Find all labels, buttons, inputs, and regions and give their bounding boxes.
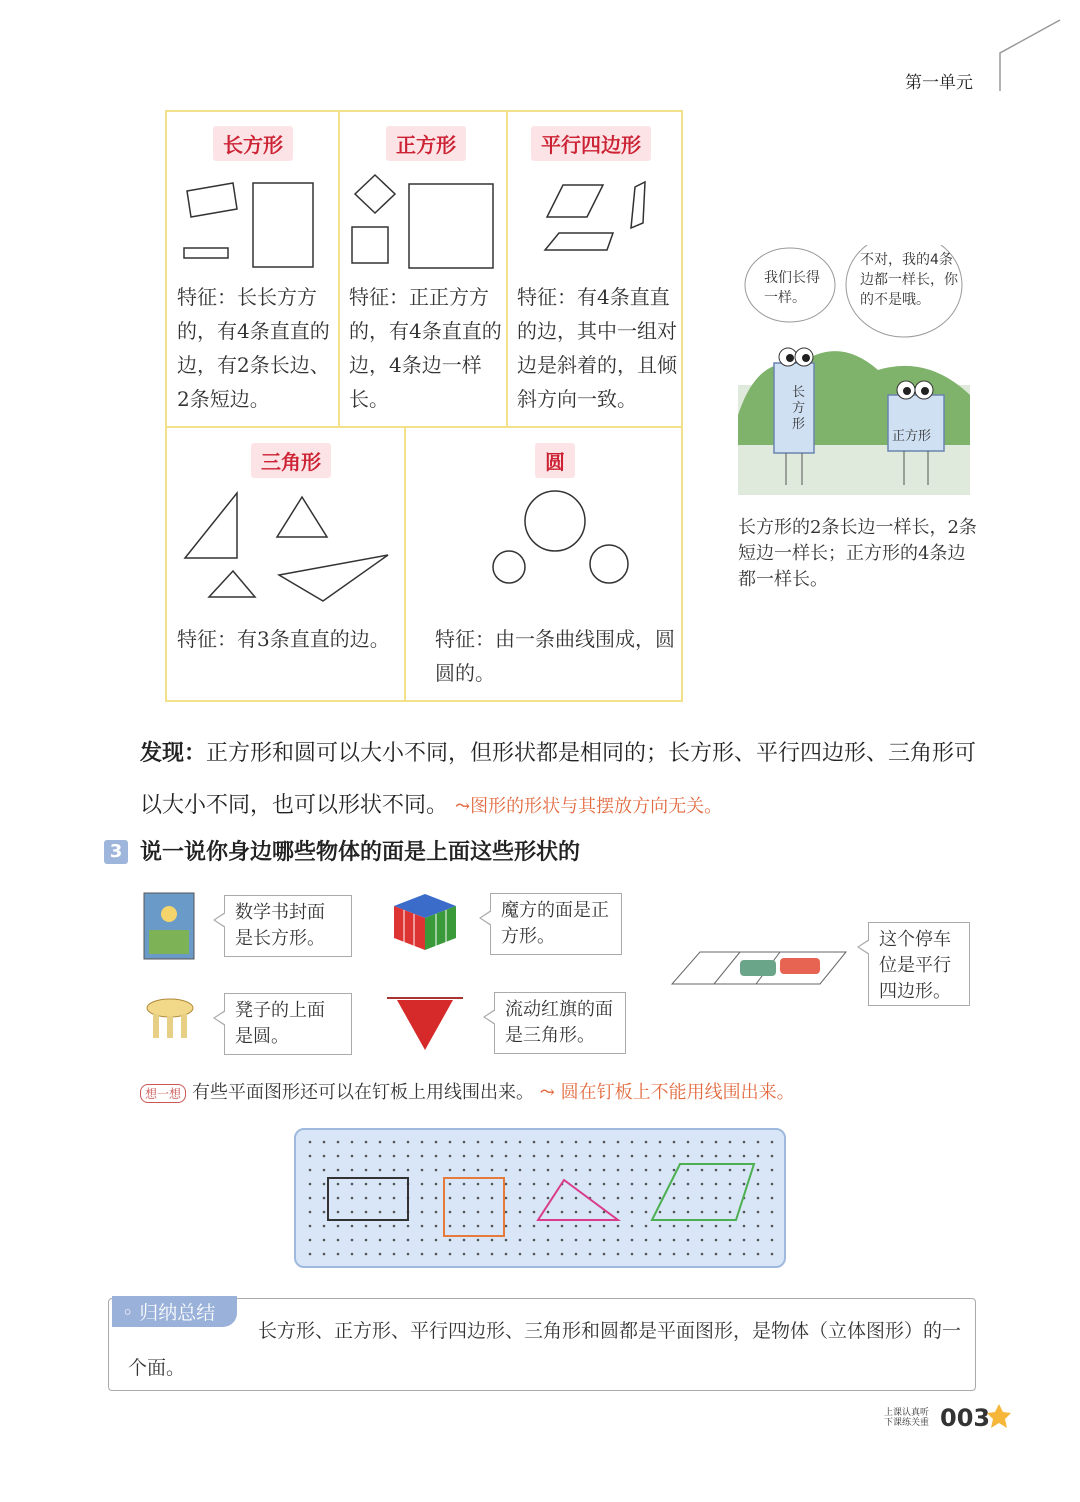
shapes-table [165,110,683,702]
pegboard-triangle [538,1180,618,1220]
square-tag: 正方形 [386,126,466,161]
bubble-stool: 凳子的上面是圆。 [224,993,352,1055]
math-book-icon [143,892,195,960]
rectangle-character-label: 长方形 [792,385,806,432]
footer-slogan: 上课认真听 下课练关重 [884,1408,930,1428]
rectangle-figures [181,177,321,277]
think-note-arrow-icon: ⤳ [539,1082,555,1103]
bubble-math-book: 数学书封面是长方形。 [224,895,352,957]
bubble-red-pennant: 流动红旗的面是三角形。 [494,992,626,1054]
section-number: 3 [104,840,128,864]
pegboard-figures [296,1130,784,1266]
summary-text: 长方形、正方形、平行四边形、三角形和圆都是平面图形，是物体（立体图形）的一个面。 [128,1320,962,1379]
red-pennant-icon [385,992,465,1054]
bubble-parking-space: 这个停车位是平行四边形。 [868,922,970,1006]
triangle-tag: 三角形 [251,443,331,478]
think-note: 圆在钉板上不能用线围出来。 [560,1082,795,1103]
summary-title: ◦ 归纳总结 [112,1296,237,1327]
rectangle-tag: 长方形 [213,126,293,161]
finding-note-arrow-icon: ⤳ [455,796,471,817]
finding-label: 发现： [140,741,207,766]
think-line [140,1078,795,1104]
bubble-right-text: 不对，我的4条边都一样长，你的不是哦。 [860,252,958,308]
bubble-rubiks-cube: 魔方的面是正方形。 [490,893,622,955]
rectangle-feature: 特征：长长方方的，有4条直直的边，有2条长边、2条短边。 [177,285,330,411]
think-tag: 想一想 [140,1084,186,1103]
pegboard-square [444,1178,504,1236]
stool-icon [145,998,195,1042]
parallelogram-tag: 平行四边形 [531,126,651,161]
square-figures [347,172,497,272]
pegboard [294,1128,786,1268]
parallelogram-figures [537,177,677,257]
circle-tag: 圆 [535,443,575,478]
triangle-feature: 特征：有3条直直的边。 [177,627,390,651]
rubiks-cube-icon [392,892,458,952]
page-number: 003 [940,1404,991,1432]
circle-figures [482,487,642,592]
section-title: 说一说你身边哪些物体的面是上面这些形状的 [140,840,581,865]
bubble-left-text: 我们长得一样。 [764,270,820,306]
finding-paragraph [140,728,990,833]
think-text: 有些平面图形还可以在钉板上用线围出来。 [192,1082,535,1103]
finding-note: 图形的形状与其摆放方向无关。 [470,796,723,817]
cartoon-caption: 长方形的2条长边一样长，2条短边一样长；正方形的4条边都一样长。 [738,517,977,590]
mascot-icon [985,1402,1013,1432]
summary-title-text: 归纳总结 [139,1302,216,1324]
finding-text: 正方形和圆可以大小不同，但形状都是相同的；长方形、平行四边形、三角形可以大小不同，也可以形状不同。 [140,741,977,818]
triangle-figures [179,487,401,607]
pegboard-rectangle [328,1178,408,1220]
square-character-label: 正方形 [892,429,932,444]
circle-feature: 特征：由一条曲线围成，圆圆的。 [435,627,675,685]
unit-title: 第一单元 [905,73,973,93]
parking-space-icon [670,950,850,988]
parallelogram-feature: 特征：有4条直直的边，其中一组对边是斜着的，且倾斜方向一致。 [517,285,677,411]
page-corner-decoration [998,18,1078,93]
square-feature: 特征：正正方方的，有4条直直的边，4条边一样长。 [349,285,502,411]
